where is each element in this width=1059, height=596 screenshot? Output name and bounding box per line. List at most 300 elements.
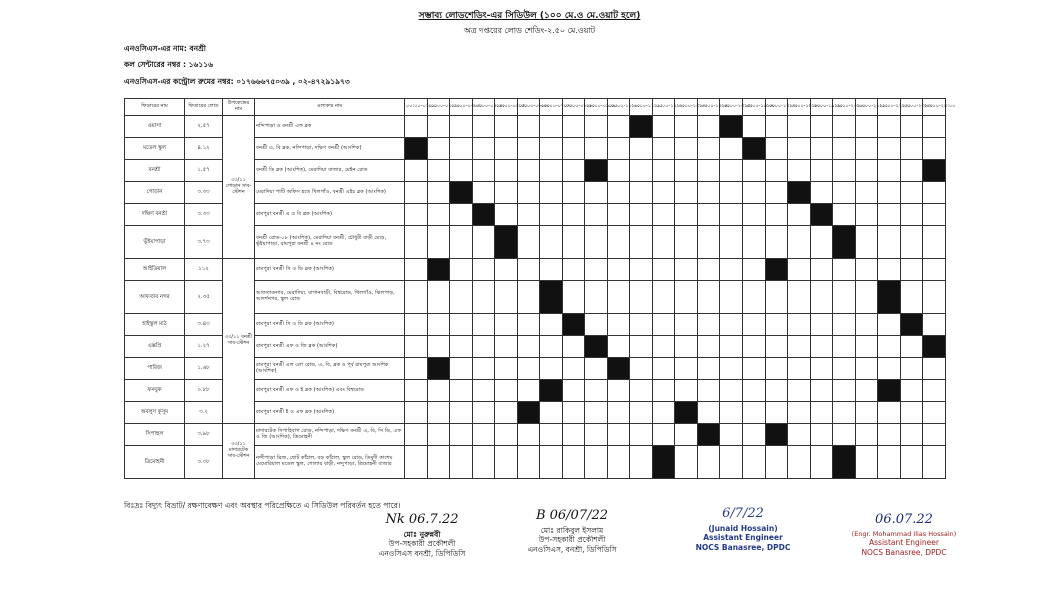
shedding-slot-empty (450, 380, 473, 402)
shedding-slot-empty (697, 446, 720, 479)
shedding-slot-empty (562, 380, 585, 402)
shedding-slot-empty (765, 446, 788, 479)
shedding-slot-empty (833, 314, 856, 336)
shedding-slot-empty (833, 380, 856, 402)
shedding-slot-empty (427, 380, 450, 402)
area-name: রামপুরা বনশ্রী এফ ও ই ব্লক (আংশিক) এবং বিশ্বরোড (255, 380, 405, 402)
feeder-name: ওয়াসা (125, 116, 185, 138)
shedding-slot-filled (833, 446, 856, 479)
shedding-slot-empty (923, 259, 946, 281)
shedding-slot-empty (675, 446, 698, 479)
shedding-slot-empty (450, 116, 473, 138)
shedding-slot-empty (652, 182, 675, 204)
shedding-slot-empty (900, 182, 923, 204)
header-area: এলাকার নাম (255, 99, 405, 116)
shedding-slot-empty (472, 116, 495, 138)
shedding-slot-empty (833, 358, 856, 380)
signatory-title: Assistant Engineer (703, 533, 783, 543)
shedding-slot-empty (810, 402, 833, 424)
shedding-slot-empty (562, 402, 585, 424)
shedding-slot-empty (810, 259, 833, 281)
shedding-slot-empty (585, 402, 608, 424)
shedding-slot-filled (810, 204, 833, 226)
shedding-slot-empty (900, 138, 923, 160)
shedding-slot-empty (607, 402, 630, 424)
shedding-slot-empty (697, 336, 720, 358)
shedding-slot-empty (810, 380, 833, 402)
shedding-slot-empty (788, 446, 811, 479)
shedding-slot-empty (630, 314, 653, 336)
shedding-slot-empty (405, 281, 428, 314)
shedding-slot-empty (923, 138, 946, 160)
shedding-slot-empty (495, 182, 518, 204)
shedding-slot-empty (405, 424, 428, 446)
shedding-slot-empty (742, 182, 765, 204)
area-name: রামপুরা বনশ্রী এল এল রোড, এ, বি, ব্লক ও পূর্ব রামপুরা আংশিক (আংশিক) (255, 358, 405, 380)
shedding-slot-empty (517, 259, 540, 281)
shedding-slot-empty (495, 204, 518, 226)
feeder-name: গোড়ান (125, 182, 185, 204)
shedding-slot-empty (878, 160, 901, 182)
shedding-slot-empty (765, 336, 788, 358)
shedding-slot-filled (517, 402, 540, 424)
area-name: নন্দীপাড়া ব্রিজ, ছোট কাঁঠাল, বড় কাঁঠাল, স্কুল রোড, ডিমুদী কাশেম মেমোরিয়াল মডেল স্কুল, গোলার বাড়ী, নন্দুপাড়া, ত্রিমোহনী বাজার (255, 446, 405, 479)
shedding-slot-empty (923, 424, 946, 446)
shedding-slot-empty (607, 138, 630, 160)
shedding-slot-empty (630, 281, 653, 314)
feeder-load: ৩.৪৩ (185, 314, 223, 336)
shedding-slot-empty (517, 182, 540, 204)
shedding-slot-empty (495, 116, 518, 138)
feeder-load: ১.৫৭ (185, 160, 223, 182)
shedding-slot-empty (788, 314, 811, 336)
shedding-slot-empty (652, 204, 675, 226)
shedding-slot-empty (923, 314, 946, 336)
area-name: মেরাদিয়া পাটি অফিস হতে খিলগাঁও, বনশ্রী এইচ ব্লক (আংশিক) (255, 182, 405, 204)
shedding-slot-empty (562, 336, 585, 358)
shedding-slot-empty (697, 138, 720, 160)
shedding-slot-empty (562, 281, 585, 314)
shedding-slot-empty (900, 336, 923, 358)
shedding-slot-empty (562, 116, 585, 138)
header-time-slot: ২১:০০-২২:০০ (878, 99, 901, 116)
signatory-name: (Junaid Hossain) (708, 524, 778, 533)
shedding-slot-empty (675, 424, 698, 446)
header-time-slot: ২০:০০-২১:০০ (855, 99, 878, 116)
shedding-slot-empty (765, 116, 788, 138)
header-time-slot: ০৩:০০-০৪:০০ (472, 99, 495, 116)
shedding-slot-filled (562, 314, 585, 336)
shedding-slot-empty (765, 314, 788, 336)
shedding-slot-empty (810, 424, 833, 446)
shedding-slot-empty (450, 204, 473, 226)
feeder-name: আফতাব নগর (125, 281, 185, 314)
shedding-slot-empty (405, 116, 428, 138)
area-name: রামপুরা বনশ্রী সি ও ডি ব্লক (আংশিক) (255, 314, 405, 336)
area-name: মাদারটেক সিপাহিবাগ রোড, নন্দিপাড়া, দক্ষিণ বনশ্রী এ, বি, সি ডি, এফ ও জি (আংশিক), ত্রিমোহনী (255, 424, 405, 446)
shedding-slot-empty (878, 358, 901, 380)
page-title: সম্ভাব্য লোডশেডিং-এর সিডিউল (১০০ মে.ও মে.ওয়াট হলে) (418, 11, 641, 21)
header-time-slot: ১৪:০০-১৫:০০ (720, 99, 743, 116)
shedding-slot-empty (675, 281, 698, 314)
shedding-slot-empty (427, 138, 450, 160)
shedding-slot-empty (742, 116, 765, 138)
shedding-slot-empty (675, 182, 698, 204)
feeder-load: ৪.১২ (185, 138, 223, 160)
shedding-slot-empty (652, 358, 675, 380)
header-time-slot: ১২:০০-১৩:০০ (675, 99, 698, 116)
shedding-slot-empty (495, 358, 518, 380)
shedding-slot-empty (585, 182, 608, 204)
shedding-slot-empty (923, 358, 946, 380)
shedding-slot-empty (900, 402, 923, 424)
signature-block-1 (362, 512, 482, 558)
shedding-slot-empty (562, 182, 585, 204)
shedding-slot-empty (405, 446, 428, 479)
shedding-slot-empty (472, 380, 495, 402)
shedding-slot-empty (855, 446, 878, 479)
shedding-slot-empty (765, 138, 788, 160)
shedding-slot-empty (607, 424, 630, 446)
shedding-slot-empty (585, 314, 608, 336)
shedding-slot-empty (810, 138, 833, 160)
shedding-slot-empty (742, 281, 765, 314)
shedding-slot-empty (405, 259, 428, 281)
shedding-slot-empty (765, 402, 788, 424)
shedding-slot-empty (472, 226, 495, 259)
shedding-slot-empty (788, 160, 811, 182)
table-row (125, 116, 946, 138)
feeder-load: ৩.০৮ (185, 446, 223, 479)
shedding-slot-empty (900, 204, 923, 226)
header-substation: উপকেন্দ্রের নাম (223, 99, 255, 116)
shedding-slot-empty (833, 204, 856, 226)
shedding-slot-empty (540, 204, 563, 226)
shedding-slot-empty (427, 446, 450, 479)
area-name: বনশ্রী এ, বি ব্লক, নন্দিপাড়া, দক্ষিণ বনশ্রী (আংশিক) (255, 138, 405, 160)
shedding-slot-empty (765, 226, 788, 259)
shedding-slot-empty (697, 226, 720, 259)
signatory-org: এনওসিএস, বনশ্রী, ডিপিডিসি (527, 544, 617, 554)
shedding-slot-empty (855, 182, 878, 204)
shedding-slot-empty (495, 281, 518, 314)
shedding-slot-filled (585, 160, 608, 182)
shedding-slot-empty (405, 358, 428, 380)
signatory-name: মোঃ রাকিবুল ইসলাম (540, 526, 604, 535)
shedding-slot-empty (765, 281, 788, 314)
header-time-slot: ১৯:০০-২০:০০ (833, 99, 856, 116)
shedding-slot-empty (652, 116, 675, 138)
shedding-slot-empty (720, 336, 743, 358)
shedding-slot-empty (765, 358, 788, 380)
header-time-slot: ১০:০০-১১:০০ (630, 99, 653, 116)
shedding-slot-empty (765, 204, 788, 226)
shedding-slot-filled (788, 182, 811, 204)
shedding-slot-empty (697, 116, 720, 138)
shedding-slot-empty (540, 424, 563, 446)
shedding-slot-empty (652, 160, 675, 182)
shedding-slot-empty (652, 424, 675, 446)
shedding-slot-empty (675, 336, 698, 358)
shedding-slot-empty (720, 358, 743, 380)
shedding-slot-empty (562, 358, 585, 380)
shedding-slot-empty (495, 424, 518, 446)
feeder-name: সিপাহুল (125, 424, 185, 446)
shedding-slot-filled (472, 204, 495, 226)
signature-block-4 (834, 512, 974, 557)
shedding-slot-empty (517, 226, 540, 259)
shedding-slot-empty (495, 446, 518, 479)
feeder-load: ১.২৭ (185, 336, 223, 358)
shedding-slot-empty (765, 160, 788, 182)
shedding-slot-filled (697, 424, 720, 446)
shedding-slot-empty (517, 314, 540, 336)
feeder-load: ২.৩৫ (185, 281, 223, 314)
shedding-slot-empty (675, 259, 698, 281)
shedding-slot-empty (450, 138, 473, 160)
feeder-name: অবলুস কুসুম (125, 402, 185, 424)
feeder-load: ৩.৩৩ (185, 204, 223, 226)
shedding-slot-empty (878, 226, 901, 259)
shedding-slot-empty (450, 446, 473, 479)
signatory-title: Assistant Engineer (869, 538, 939, 548)
shedding-slot-empty (923, 446, 946, 479)
shedding-slot-empty (923, 402, 946, 424)
shedding-slot-filled (540, 281, 563, 314)
shedding-slot-empty (427, 424, 450, 446)
shedding-slot-empty (788, 116, 811, 138)
shedding-slot-empty (652, 336, 675, 358)
page-subtitle: অত্র দপ্তরের লোড শেডিং-২.৫০ মে.ওয়াট (463, 26, 596, 35)
shedding-slot-empty (742, 358, 765, 380)
header-time-slot: ০৬:০০-০৭:০০ (540, 99, 563, 116)
shedding-slot-empty (765, 380, 788, 402)
handwritten-signature: 06.07.22 (875, 512, 933, 527)
shedding-slot-empty (562, 204, 585, 226)
shedding-slot-empty (630, 380, 653, 402)
shedding-slot-empty (652, 281, 675, 314)
signatory-title: উপ-সহকারী প্রকৌশলী (388, 539, 456, 549)
shedding-slot-empty (855, 314, 878, 336)
feeder-name: আইডিয়াল (125, 259, 185, 281)
shedding-slot-empty (833, 182, 856, 204)
shedding-slot-filled (652, 446, 675, 479)
shedding-slot-empty (517, 138, 540, 160)
shedding-slot-filled (427, 259, 450, 281)
shedding-slot-empty (900, 259, 923, 281)
shedding-slot-empty (652, 380, 675, 402)
shedding-slot-empty (472, 281, 495, 314)
shedding-slot-empty (855, 259, 878, 281)
shedding-slot-empty (833, 138, 856, 160)
shedding-slot-empty (450, 424, 473, 446)
shedding-slot-empty (607, 116, 630, 138)
shedding-slot-empty (607, 160, 630, 182)
shedding-slot-empty (607, 281, 630, 314)
shedding-slot-empty (540, 116, 563, 138)
signature-block-3 (678, 506, 808, 552)
shedding-slot-empty (517, 116, 540, 138)
shedding-slot-empty (472, 358, 495, 380)
shedding-slot-empty (540, 226, 563, 259)
header-time-slot: ১৫:০০-১৬:০০ (742, 99, 765, 116)
shedding-slot-empty (788, 424, 811, 446)
shedding-slot-empty (833, 160, 856, 182)
shedding-slot-empty (810, 226, 833, 259)
shedding-slot-empty (517, 281, 540, 314)
shedding-slot-empty (652, 314, 675, 336)
shedding-slot-empty (472, 424, 495, 446)
shedding-slot-empty (900, 424, 923, 446)
shedding-slot-empty (495, 160, 518, 182)
shedding-slot-empty (472, 138, 495, 160)
handwritten-signature: 6/7/22 (722, 506, 764, 521)
shedding-slot-empty (878, 424, 901, 446)
shedding-slot-empty (427, 402, 450, 424)
shedding-slot-empty (810, 160, 833, 182)
header-feeder: ফিডারের নাম (125, 99, 185, 116)
shedding-slot-empty (788, 281, 811, 314)
shedding-slot-empty (697, 402, 720, 424)
shedding-slot-empty (540, 358, 563, 380)
shedding-slot-empty (788, 336, 811, 358)
shedding-slot-filled (900, 314, 923, 336)
header-time-slot: ১৭:০০-১৮:০০ (788, 99, 811, 116)
shedding-slot-empty (675, 138, 698, 160)
shedding-slot-empty (495, 314, 518, 336)
shedding-slot-empty (517, 160, 540, 182)
shedding-slot-empty (585, 281, 608, 314)
shedding-slot-empty (405, 160, 428, 182)
shedding-slot-empty (878, 204, 901, 226)
shedding-slot-empty (900, 226, 923, 259)
shedding-slot-empty (472, 182, 495, 204)
shedding-slot-empty (878, 138, 901, 160)
shedding-slot-empty (630, 259, 653, 281)
shedding-slot-empty (517, 336, 540, 358)
shedding-slot-empty (472, 160, 495, 182)
feeder-load: ৩.৩৩ (185, 182, 223, 204)
shedding-slot-empty (427, 182, 450, 204)
handwritten-signature: Nk 06.7.22 (385, 512, 459, 527)
feeder-name: ত্রিমোহনী (125, 446, 185, 479)
handwritten-signature: B 06/07/22 (535, 508, 609, 523)
shedding-slot-empty (720, 204, 743, 226)
shedding-slot-empty (742, 259, 765, 281)
shedding-slot-empty (495, 138, 518, 160)
header-time-slot: ০৮:০০-০৯:০০ (585, 99, 608, 116)
shedding-slot-filled (427, 358, 450, 380)
area-name: রামপুরা বনশ্রী ই ও এফ ব্লক (আংশিক) (255, 402, 405, 424)
shedding-slot-empty (720, 424, 743, 446)
shedding-slot-empty (607, 380, 630, 402)
shedding-slot-empty (427, 116, 450, 138)
shedding-slot-empty (923, 226, 946, 259)
shedding-slot-empty (742, 446, 765, 479)
shedding-slot-empty (855, 402, 878, 424)
call-center-number: কল সেন্টারের নম্বর : ১৬১১৬ (124, 60, 213, 69)
shedding-slot-empty (810, 281, 833, 314)
shedding-slot-empty (495, 336, 518, 358)
shedding-slot-empty (878, 336, 901, 358)
shedding-slot-filled (923, 160, 946, 182)
area-name: নন্দিপাড়া ও বনশ্রী এফ ব্লক (255, 116, 405, 138)
shedding-slot-empty (562, 424, 585, 446)
shedding-slot-empty (472, 446, 495, 479)
shedding-slot-empty (540, 446, 563, 479)
table-row (125, 424, 946, 446)
shedding-slot-empty (900, 116, 923, 138)
shedding-slot-empty (878, 116, 901, 138)
shedding-slot-empty (585, 226, 608, 259)
shedding-slot-empty (720, 226, 743, 259)
shedding-slot-empty (607, 226, 630, 259)
feeder-load: ৩.৭৩ (185, 226, 223, 259)
shedding-slot-empty (810, 116, 833, 138)
shedding-slot-empty (405, 182, 428, 204)
shedding-slot-filled (450, 182, 473, 204)
shedding-slot-empty (540, 402, 563, 424)
feeder-name: হাইস্কুল মাঠ (125, 314, 185, 336)
shedding-slot-empty (742, 336, 765, 358)
shedding-slot-empty (562, 138, 585, 160)
shedding-slot-empty (788, 259, 811, 281)
shedding-slot-empty (607, 446, 630, 479)
nocs-name: এনওসিএস-এর নাম: বনশ্রী (124, 44, 206, 53)
shedding-slot-empty (923, 182, 946, 204)
shedding-slot-empty (495, 380, 518, 402)
header-time-slot: ২২:০০-২৩:০০ (900, 99, 923, 116)
shedding-slot-empty (540, 336, 563, 358)
shedding-slot-empty (630, 336, 653, 358)
shedding-slot-empty (697, 160, 720, 182)
shedding-slot-empty (607, 314, 630, 336)
header-time-slot: ০৯:০০-১০:০০ (607, 99, 630, 116)
shedding-slot-empty (562, 226, 585, 259)
shedding-slot-filled (765, 259, 788, 281)
shedding-slot-empty (697, 281, 720, 314)
shedding-slot-empty (517, 358, 540, 380)
shedding-slot-empty (900, 380, 923, 402)
shedding-slot-empty (607, 204, 630, 226)
shedding-slot-empty (472, 314, 495, 336)
shedding-slot-empty (900, 446, 923, 479)
shedding-slot-empty (833, 402, 856, 424)
shedding-slot-empty (720, 138, 743, 160)
shedding-slot-empty (405, 204, 428, 226)
shedding-slot-empty (810, 336, 833, 358)
shedding-slot-empty (720, 259, 743, 281)
header-time-slot: ০২:০০-০৩:০০ (450, 99, 473, 116)
shedding-slot-empty (720, 380, 743, 402)
shedding-slot-empty (742, 402, 765, 424)
shedding-slot-empty (540, 182, 563, 204)
feeder-load: ৩.৯৮ (185, 424, 223, 446)
shedding-slot-empty (788, 358, 811, 380)
header-time-slot: ১৮:০০-১৯:০০ (810, 99, 833, 116)
area-name: রামপুরা বনশ্রী এফ ও জি ব্লক (আংশিক) (255, 336, 405, 358)
shedding-slot-empty (720, 160, 743, 182)
shedding-slot-filled (878, 380, 901, 402)
shedding-slot-filled (833, 226, 856, 259)
shedding-slot-filled (878, 281, 901, 314)
shedding-slot-empty (517, 380, 540, 402)
feeder-name: দক্ষিণ বনশ্রী (125, 204, 185, 226)
shedding-slot-empty (878, 446, 901, 479)
shedding-slot-empty (788, 138, 811, 160)
header-load: ফিডারের লোড (185, 99, 223, 116)
shedding-slot-empty (652, 226, 675, 259)
